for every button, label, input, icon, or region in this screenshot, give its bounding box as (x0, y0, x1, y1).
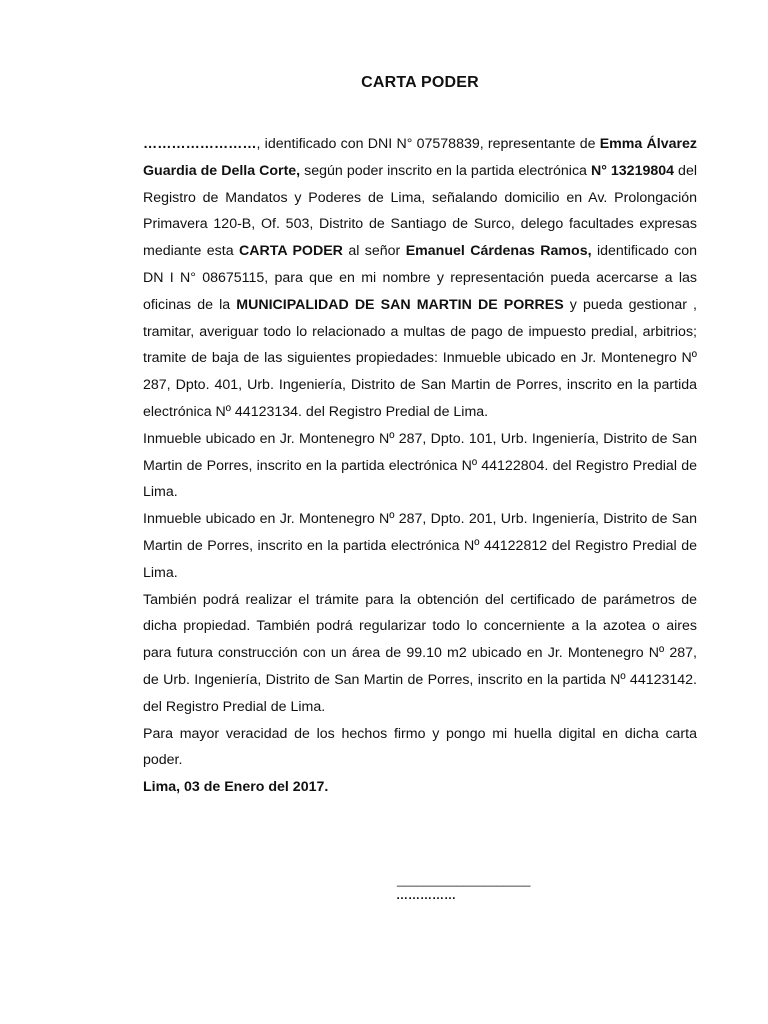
document-title: CARTA PODER (361, 74, 479, 91)
attorney-name: Emanuel Cárdenas Ramos, (405, 243, 592, 260)
partida-number: N° 13219804 (590, 162, 675, 179)
paragraph-property-101: Inmueble ubicado en Jr. Montenegro Nº 287, Dpto. 101, Urb. Ingeniería, Distrito de San Martin de Porres, inscrito en la partida electrónica Nº 44122804. del Registro Predial de Lima. (143, 430, 697, 501)
carta-poder-inline: CARTA PODER (239, 243, 343, 260)
signature-line: ____________________ (397, 873, 531, 887)
paragraph-main (143, 131, 697, 426)
name-placeholder-dots: …………………… (143, 136, 257, 152)
paragraph-main-text-3: del Registro de Mandatos y Poderes de Lima, señalando domicilio en Av. Prolongación Primavera 120-B, Of. 503, Distrito de Santiago de Surco, delego facultades expresas mediante esta (143, 162, 697, 260)
municipality-name: MUNICIPALIDAD DE SAN MARTIN DE PORRES (236, 296, 564, 313)
paragraph-veracity: Para mayor veracidad de los hechos firmo y pongo mi huella digital en dicha carta poder. (143, 725, 697, 769)
paragraph-main-text-1: , identificado con DNI N° 07578839, representante de (256, 136, 600, 152)
document-date: Lima, 03 de Enero del 2017. (143, 779, 329, 796)
paragraph-main-text-6: y pueda gestionar , tramitar, averiguar todo lo relacionado a multas de pago de impuesto predial, arbitrios; tramite de baja de las siguientes propiedades: Inmueble ubicado en Jr. Montenegro Nº 287, Dpto. 401, Urb. Ingeniería, Distrito de San Martin de Porres, inscrito en la partida electrónica Nº 44123134. del Registro Predial de Lima. (143, 296, 697, 420)
paragraph-parameters: También podrá realizar el trámite para la obtención del certificado de parámetros de dicha propiedad. También podrá regularizar todo lo concerniente a la azotea o aires para futura construcción con un área de 99.10 m2 ubicado en Jr. Montenegro Nº 287, de Urb. Ingeniería, Distrito de San Martin de Porres, inscrito en la partida Nº 44123142. del Registro Predial de Lima. (143, 591, 697, 715)
document-body (143, 131, 697, 801)
paragraph-main-text-2: según poder inscrito en la partida electrónica (300, 162, 591, 179)
signature-dots: …………… (396, 888, 456, 902)
paragraph-property-201: Inmueble ubicado en Jr. Montenegro Nº 287, Dpto. 201, Urb. Ingeniería, Distrito de San Martin de Porres, inscrito en la partida electrónica Nº 44122812 del Registro Predial de Lima. (143, 511, 697, 581)
paragraph-main-text-4: al señor (342, 243, 406, 260)
paragraph-main-text-5: identificado con DN I N° 08675115, para que en mi nombre y representación pueda acercarse a las oficinas de la (143, 243, 698, 313)
represented-name: Emma Álvarez Guardia de Della Corte, (143, 136, 698, 179)
